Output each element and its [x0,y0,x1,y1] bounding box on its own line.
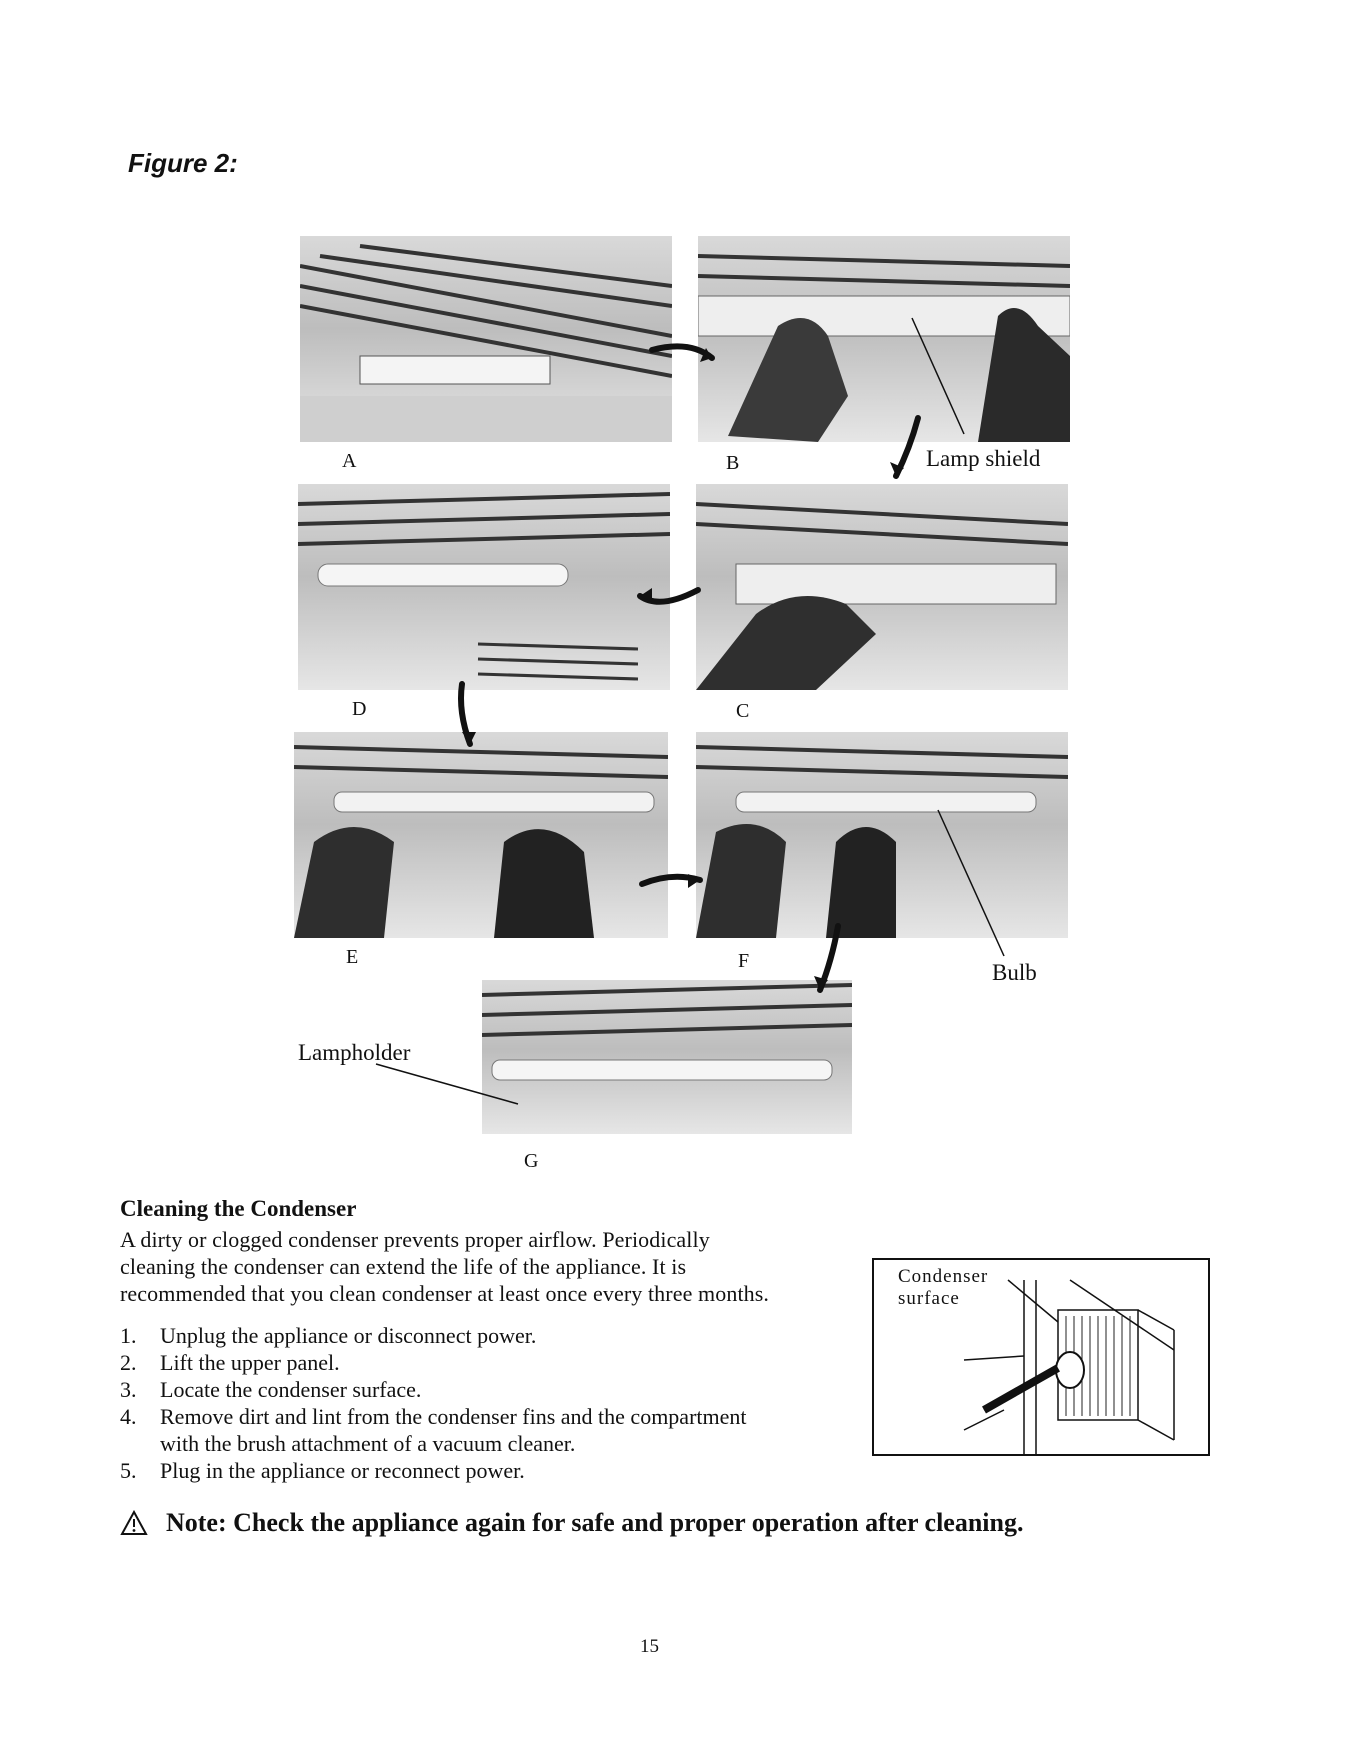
step-item [120,1457,880,1484]
warning-triangle-icon [120,1510,148,1536]
step-text: Locate the condenser surface. [160,1377,422,1402]
callout-bulb: Bulb [992,960,1037,985]
paragraph-line: recommended that you clean condenser at least once every three months. [120,1281,770,1306]
step-item [120,1349,880,1376]
step-text: with the brush attachment of a vacuum cleaner. [160,1431,576,1456]
step-number: 3. [120,1377,137,1402]
panel-label-e: E [346,946,359,968]
panel-label-d: D [352,698,367,720]
condenser-label-line: Condenser [898,1266,989,1287]
note-text: Note: Check the appliance again for safe and proper operation after cleaning. [166,1508,1024,1537]
step-number: 4. [120,1404,137,1429]
callout-lamp-shield: Lamp shield [926,446,1041,471]
paragraph-line: A dirty or clogged condenser prevents proper airflow. Periodically [120,1227,710,1252]
step-number: 5. [120,1458,137,1483]
section-paragraph [120,1226,880,1307]
step-item [120,1376,880,1403]
step-item [120,1322,880,1349]
step-number: 1. [120,1323,137,1348]
step-text: Plug in the appliance or reconnect power. [160,1458,525,1483]
condenser-surface-label [898,1266,988,1310]
condenser-illustration [872,1258,1210,1456]
safety-note [120,1508,1023,1538]
step-item [120,1403,880,1430]
figure-title: Figure 2: [128,148,238,178]
page-number: 15 [640,1636,659,1657]
callout-lampholder: Lampholder [298,1040,411,1065]
panel-label-f: F [738,950,750,972]
panel-label-a: A [342,450,357,472]
paragraph-line: cleaning the condenser can extend the life of the appliance. It is [120,1254,687,1279]
lampholder-leader-line [376,1064,518,1104]
bulb-leader-line [938,810,1004,956]
panel-label-g: G [524,1150,539,1172]
panel-label-b: B [726,452,740,474]
step-item [120,1430,880,1457]
step-number: 2. [120,1350,137,1375]
step-text: Unplug the appliance or disconnect power. [160,1323,537,1348]
condenser-label-line: surface [898,1288,960,1309]
step-text: Lift the upper panel. [160,1350,340,1375]
section-heading: Cleaning the Condenser [120,1196,357,1221]
step-number [120,1430,160,1457]
panel-label-c: C [736,700,750,722]
step-text: Remove dirt and lint from the condenser fins and the compartment [160,1404,747,1429]
steps-list [120,1322,880,1484]
